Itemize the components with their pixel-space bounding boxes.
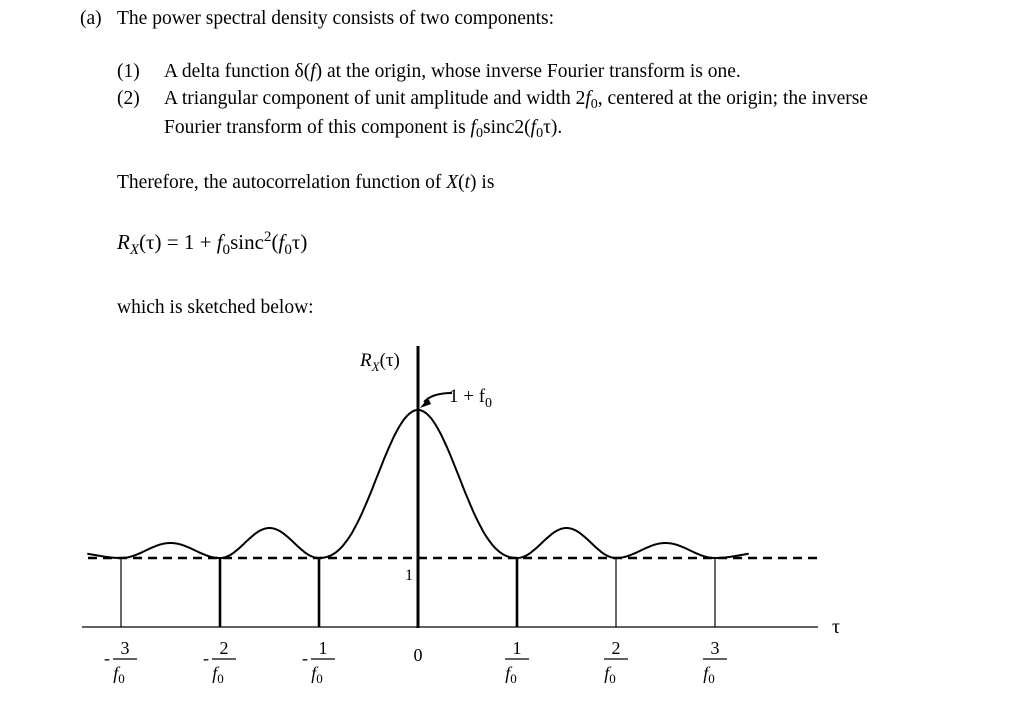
tick-label-numerator: 3 [710,638,720,658]
tick-label-zero: 0 [413,645,423,665]
item-1-var: f [310,61,316,82]
tick-label-numerator: 2 [219,638,229,658]
tick-label-denominator: $f_0$ [113,663,125,686]
therefore-var: X [446,172,459,193]
eq-exp: 2 [263,228,272,245]
eq-sinc: sinc [230,230,264,254]
part-label-text: (a) [80,8,102,29]
item-2-f2: f [470,117,476,138]
sketch-text: which is sketched below: [117,297,314,318]
tick-label-sign: - [302,648,308,668]
eq-arg-sub: 0 [284,241,292,258]
eq-f-sub: 0 [222,241,231,258]
therefore-part-b: ( [458,172,465,193]
eq-arg-close: τ) [291,230,308,254]
x-axis-label: τ [832,616,841,638]
item-2-f: f [585,88,591,109]
tick-label-sign: - [104,648,110,668]
item-2-part-c: Fourier transform of this component is [164,117,471,138]
therefore-part-a: Therefore, the autocorrelation function of [117,172,447,193]
item-2-sub3: 0 [536,125,544,142]
tick-label-denominator: $f_0$ [604,663,616,686]
tick-label-numerator: 3 [120,638,130,658]
eq-f: f [216,230,223,254]
item-2-part-b: , centered at the origin; the inverse [597,88,868,109]
item-2-num: (2) [117,88,140,109]
tick-label-denominator: $f_0$ [212,663,224,686]
tick-label-denominator: $f_0$ [311,663,323,686]
tick-label-numerator: 1 [512,638,522,658]
therefore-t: t [464,172,471,193]
item-1-num: (1) [117,61,140,82]
baseline-label: 1 [405,567,413,584]
tick-label-sign: - [203,648,209,668]
peak-label: $1 + f_0$ [449,386,493,411]
item-2-part-a: A triangular component of unit amplitude and width 2 [164,88,586,109]
item-1-part-b: ) at the origin, whose inverse Fourier transform is one. [315,61,741,82]
item-2-sub2: 0 [475,125,483,142]
eq-arg-open: ( [271,230,279,254]
item-2-part-d: sinc2( [482,117,531,138]
eq-arg-f: f [278,230,285,254]
item-2-f3: f [530,117,537,138]
therefore-part-c: ) is [470,172,495,193]
intro-sentence: The power spectral density consists of two components: [117,8,555,29]
item-2-sub: 0 [590,96,598,113]
item-1-part-a: A delta function δ( [164,61,311,82]
tick-label-numerator: 1 [318,638,328,658]
y-axis-label: $R_X(\tau)$ [360,350,400,374]
eq-R-sub: X [129,241,140,258]
tick-label-numerator: 2 [611,638,621,658]
tick-label-denominator: $f_0$ [505,663,517,686]
eq-lhs: (τ) = 1 + [139,230,217,254]
tick-label-denominator: $f_0$ [703,663,715,686]
eq-R: R [117,230,130,254]
item-2-part-e: τ). [543,117,563,138]
